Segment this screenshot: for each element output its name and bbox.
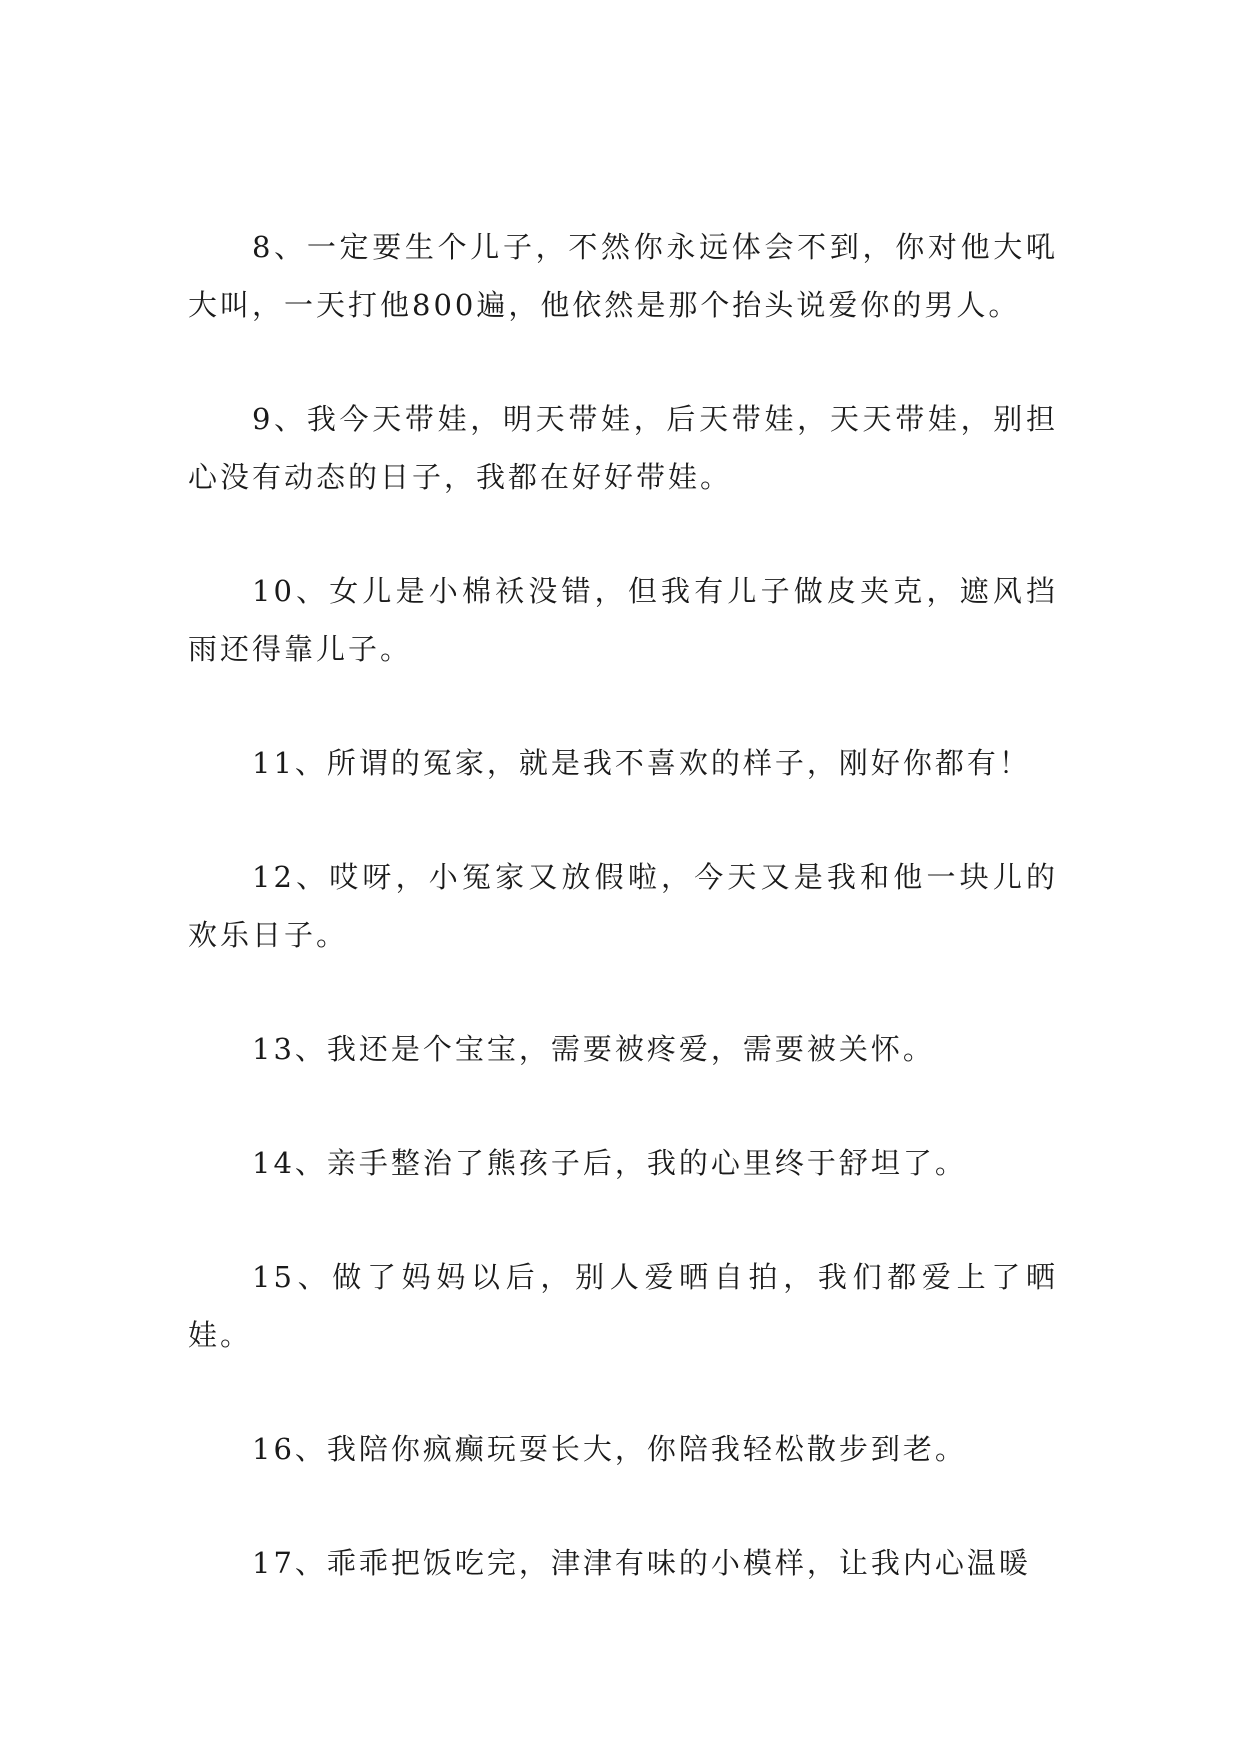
paragraph-13: 13、我还是个宝宝，需要被疼爱，需要被关怀。 (252, 1032, 935, 1066)
paragraph-9: 9、我今天带娃，明天带娃，后天带娃，天天带娃，别担心没有动态的日子，我都在好好带娃。 (188, 402, 1058, 494)
paragraph-10: 10、女儿是小棉袄没错，但我有儿子做皮夹克，遮风挡雨还得靠儿子。 (188, 574, 1058, 666)
paragraph-12: 12、哎呀，小冤家又放假啦，今天又是我和他一块儿的欢乐日子。 (188, 860, 1058, 952)
paragraph-11: 11、所谓的冤家，就是我不喜欢的样子，刚好你都有！ (252, 746, 1031, 780)
paragraph-16: 16、我陪你疯癫玩耍长大，你陪我轻松散步到老。 (252, 1432, 967, 1466)
paragraph-8: 8、一定要生个儿子，不然你永远体会不到，你对他大吼大叫，一天打他800遍，他依然是那个抬头说爱你的男人。 (188, 230, 1058, 322)
paragraph-15: 15、做了妈妈以后，别人爱晒自拍，我们都爱上了晒娃。 (188, 1260, 1058, 1352)
paragraph-14: 14、亲手整治了熊孩子后，我的心里终于舒坦了。 (252, 1146, 967, 1180)
paragraph-17: 17、乖乖把饭吃完，津津有味的小模样，让我内心温暖 (252, 1546, 1031, 1580)
document-body (188, 218, 1058, 1648)
